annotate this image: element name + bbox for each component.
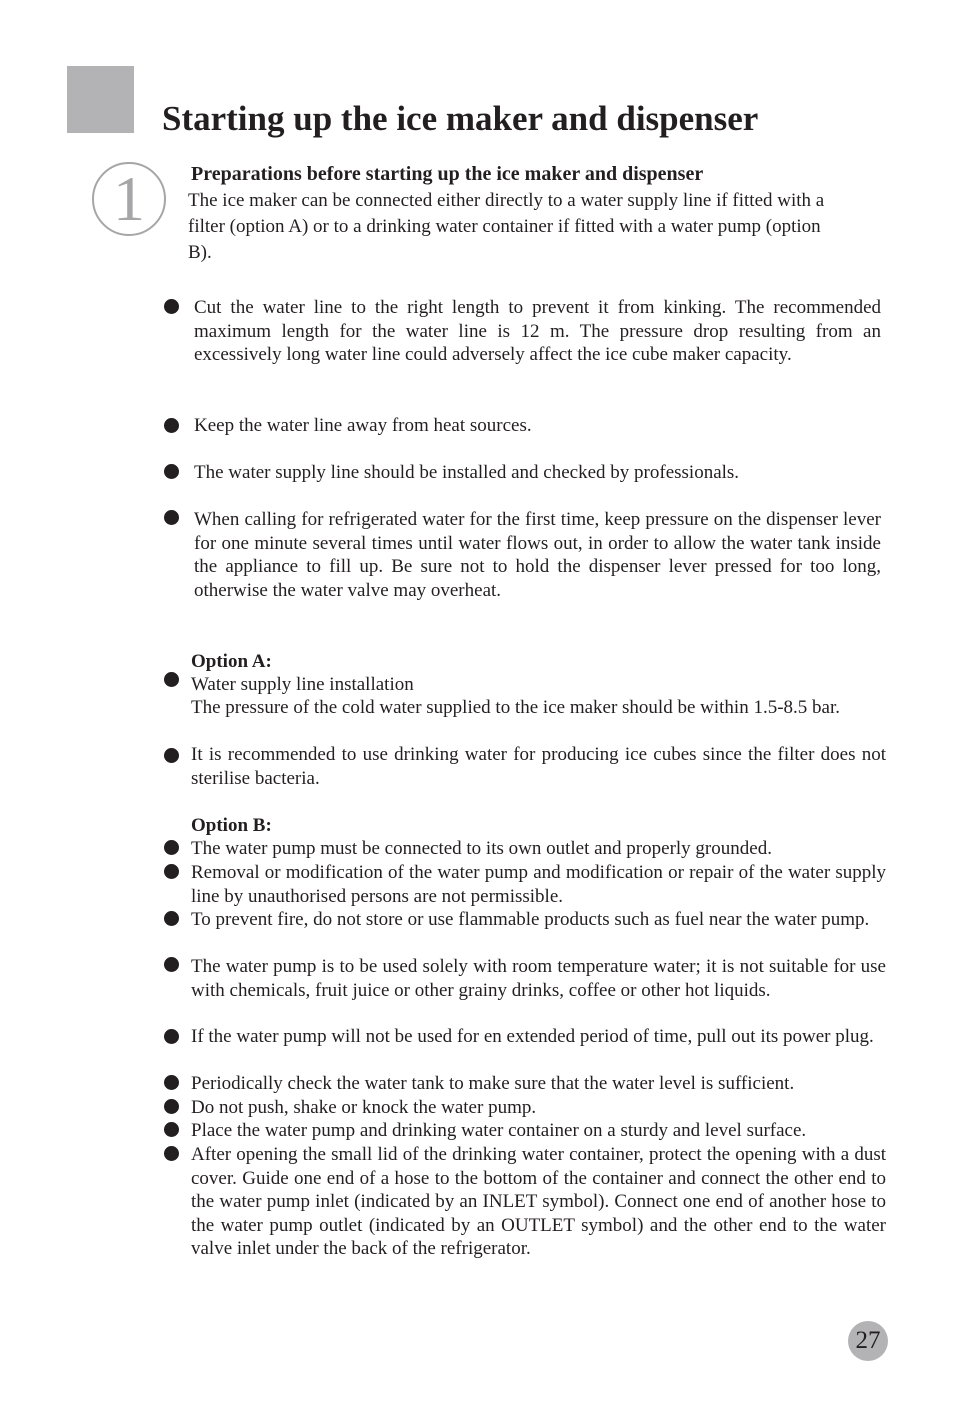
option-b-bullet-8: Place the water pump and drinking water container on a sturdy and level surface. (191, 1120, 807, 1141)
option-a-item-1-title: Water supply line installation (191, 674, 414, 695)
bullet-dot (164, 1146, 179, 1161)
bullet-dot (164, 1029, 179, 1044)
section-marker-square (67, 66, 134, 133)
prep-bullet-3: The water supply line should be installed and checked by professionals. (194, 462, 740, 483)
prep-bullet-2: Keep the water line away from heat sources. (194, 415, 532, 436)
option-b-bullet-5: If the water pump will not be used for en extended period of time, pull out its power plug. (191, 1026, 874, 1047)
bullet-dot (164, 510, 179, 525)
step-number-circle (92, 162, 166, 236)
bullet-dot (164, 418, 179, 433)
option-b-bullet-6: Periodically check the water tank to make sure that the water level is sufficient. (191, 1073, 795, 1094)
bullet-dot (164, 464, 179, 479)
option-b-bullet-1: The water pump must be connected to its own outlet and properly grounded. (191, 838, 772, 859)
preparations-heading: Preparations before starting up the ice maker and dispenser (191, 163, 704, 185)
bullet-dot (164, 864, 179, 879)
bullet-dot (164, 840, 179, 855)
option-b-bullet-9: After opening the small lid of the drinking water container, protect the opening with a dust cover. Guide one end of a hose to the bottom of the container and connect the other end to the water pump inlet (indicated by an INLET symbol). Connect one end of another hose to the water pump outlet (indicated by an OUTLET symbol) and the other end to the water valve inlet under the back of the refrigerator. (191, 1144, 886, 1259)
bullet-dot (164, 957, 179, 972)
prep-bullet-4: When calling for refrigerated water for the first time, keep pressure on the dispenser lever for one minute several times until water flows out, in order to allow the water tank inside the appliance to fill up. Be sure not to hold the dispenser lever pressed for too long, otherwise the water valve may overheat. (194, 509, 881, 601)
bullet-dot (164, 1122, 179, 1137)
bullet-dot (164, 1099, 179, 1114)
bullet-dot (164, 911, 179, 926)
bullet-dot (164, 672, 179, 687)
page-title: Starting up the ice maker and dispenser (162, 99, 759, 138)
option-b-bullet-3: To prevent fire, do not store or use flammable products such as fuel near the water pump. (191, 909, 870, 930)
prep-bullet-1: Cut the water line to the right length to prevent it from kinking. The recommended maximum length for the water line is 12 m. The pressure drop resulting from an excessively long water line could adversely affect the ice cube maker capacity. (194, 297, 881, 365)
option-a-heading: Option A: (191, 651, 272, 672)
step-number: 1 (113, 163, 145, 234)
preparations-intro: The ice maker can be connected either directly to a water supply line if fitted with a filter (option A) or to a drinking water container if fitted with a water pump (option B). (188, 190, 825, 263)
bullet-dot (164, 748, 179, 763)
bullet-dot (164, 1075, 179, 1090)
option-a-item-2: It is recommended to use drinking water for producing ice cubes since the filter does not sterilise bacteria. (191, 744, 886, 789)
option-b-bullet-2: Removal or modification of the water pump and modification or repair of the water supply line by unauthorised persons are not permissible. (191, 862, 886, 907)
page-number: 27 (848, 1321, 888, 1361)
option-b-heading: Option B: (191, 815, 272, 836)
option-b-bullet-4: The water pump is to be used solely with room temperature water; it is not suitable for use with chemicals, fruit juice or other grainy drinks, coffee or other hot liquids. (191, 956, 886, 1001)
option-a-item-1-text: The pressure of the cold water supplied to the ice maker should be within 1.5-8.5 bar. (191, 697, 840, 718)
bullet-dot (164, 299, 179, 314)
option-b-bullet-7: Do not push, shake or knock the water pump. (191, 1097, 537, 1118)
